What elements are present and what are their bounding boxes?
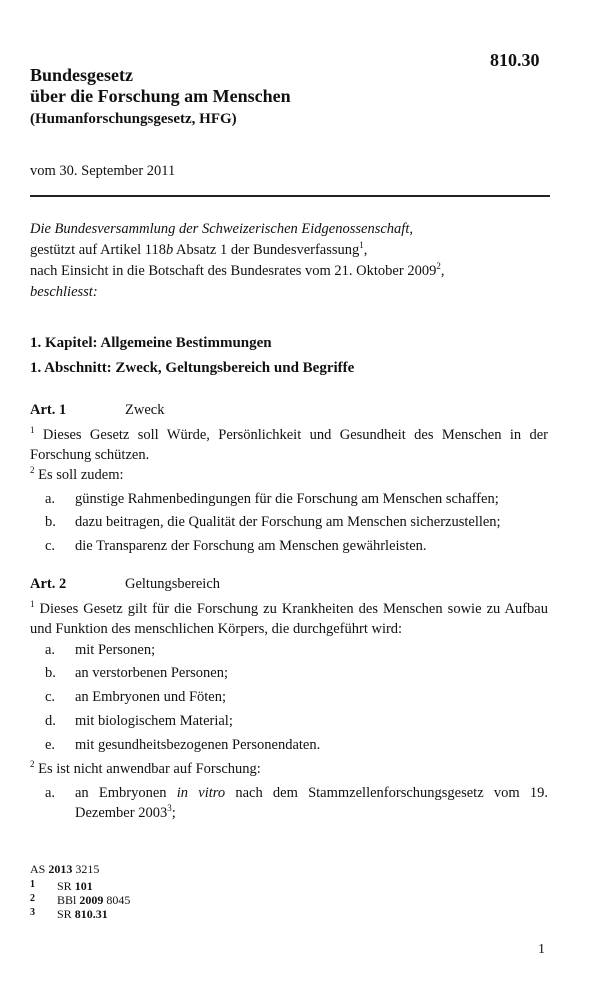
header-divider: [30, 195, 550, 197]
law-title: [30, 65, 291, 107]
footnote-ref[interactable]: 2: [436, 261, 441, 272]
preamble-message: nach Einsicht in die Botschaft des Bundesrates vom 21. Oktober 2009$^2$,: [30, 261, 445, 279]
law-title-line1: Bundesgesetz: [30, 65, 133, 85]
footnote-ref[interactable]: 3: [167, 803, 172, 814]
article-1-paragraph-1: $^1$ Dieses Gesetz soll Würde, Persönlichkeit und Gesundheit des Menschen in der Forschung schützen.: [30, 425, 548, 463]
page-number: 1: [538, 942, 545, 957]
law-short-title: (Humanforschungsgesetz, HFG): [30, 111, 237, 127]
official-collection-ref: AS 2013 3215: [30, 862, 100, 876]
article-2-heading: Art. 2 Geltungsbereich: [30, 576, 221, 592]
preamble-basis: gestützt auf Artikel 118b Absatz 1 der Bundesverfassung$^1$,: [30, 240, 368, 258]
law-title-line2: über die Forschung am Menschen: [30, 86, 291, 106]
chapter-title: 1. Kapitel: Allgemeine Bestimmungen: [30, 335, 272, 351]
article-2-paragraph-2: $^2$ Es ist nicht anwendbar auf Forschung:: [30, 759, 261, 777]
list-item: a. an Embryonen in vitro nach dem Stammzellenforschungsgesetz vom 19. Dezember 2003$^3$;: [45, 785, 548, 821]
article-2-paragraph-1: $^1$ Dieses Gesetz gilt für die Forschung zu Krankheiten des Menschen sowie zu Aufbau und Funktion des menschlichen Körpers, die durchgeführt wird:: [30, 599, 548, 637]
footnote-ref[interactable]: 1: [359, 240, 364, 251]
article-1-paragraph-2: $^2$ Es soll zudem:: [30, 465, 124, 483]
section-title: 1. Abschnitt: Zweck, Geltungsbereich und Begriffe: [30, 360, 355, 376]
preamble: [30, 219, 560, 303]
preamble-assembly: Die Bundesversammlung der Schweizerischen Eidgenossenschaft,: [30, 221, 413, 237]
preamble-resolves: beschliesst:: [30, 284, 98, 300]
sr-number: 810.30: [490, 50, 540, 70]
article-1-heading: Art. 1 Zweck: [30, 402, 165, 418]
enactment-date: vom 30. September 2011: [30, 163, 176, 179]
